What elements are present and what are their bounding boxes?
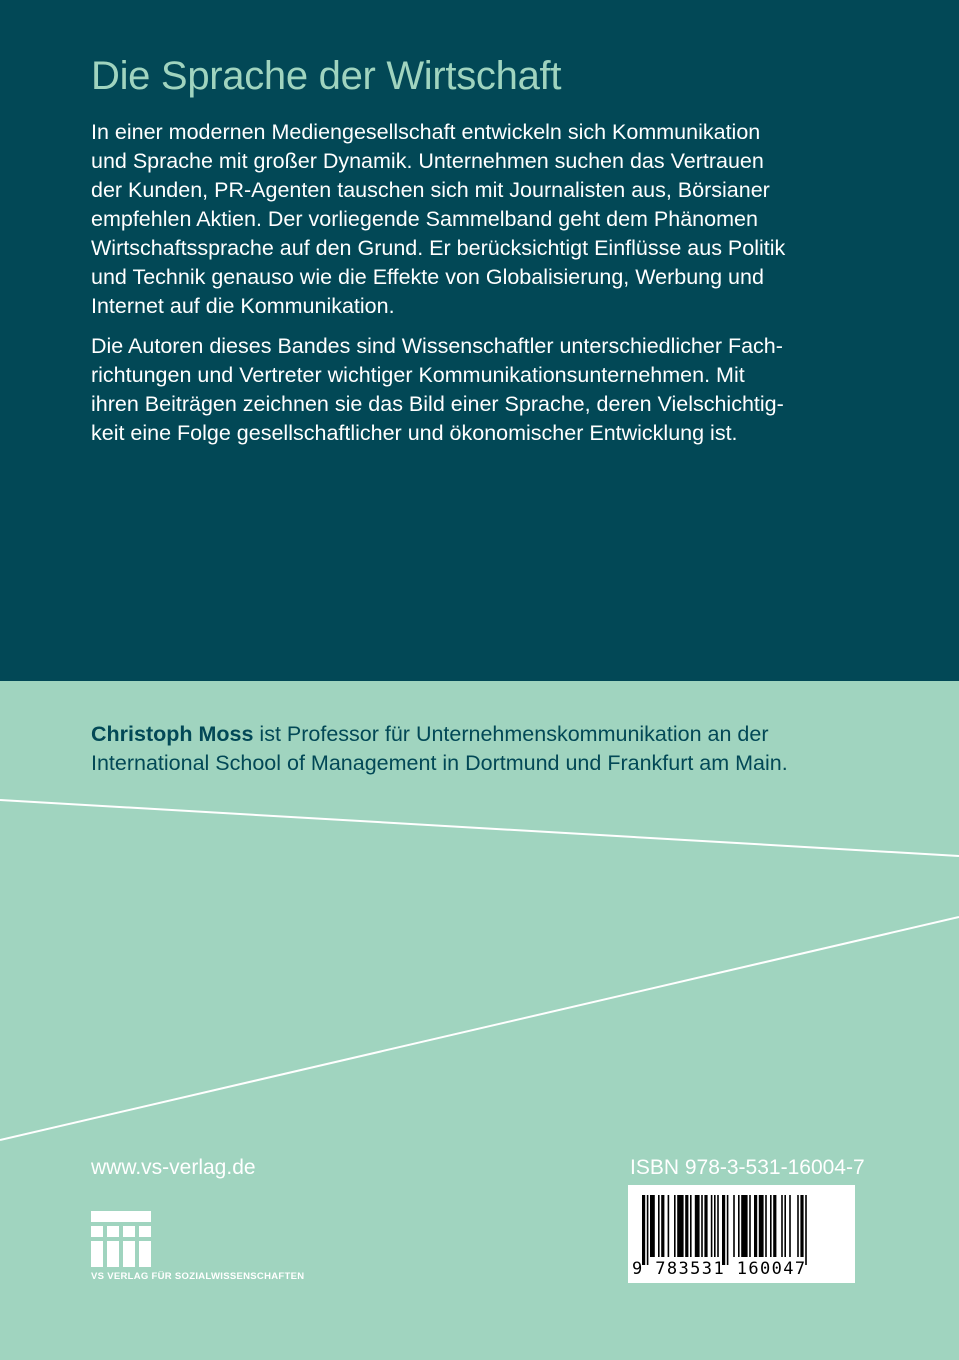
blurb-line: ihren Beiträgen zeichnen sie das Bild einer Sprache, deren Vielschichtig- — [91, 392, 784, 416]
blurb-line: und Sprache mit großer Dynamik. Unternehmen suchen das Vertrauen — [91, 149, 764, 173]
barcode-bar — [668, 1195, 670, 1257]
blurb-line: richtungen und Vertreter wichtiger Kommunikationsunternehmen. Mit — [91, 363, 745, 387]
barcode-bar — [784, 1195, 786, 1257]
barcode-bar — [800, 1195, 803, 1257]
barcode-bar — [704, 1195, 707, 1257]
barcode-bar — [690, 1195, 692, 1257]
author-bio-text: ist Professor für Unternehmenskommunikation an der — [253, 722, 769, 746]
barcode-bar — [805, 1195, 807, 1265]
barcode-bar — [789, 1195, 791, 1257]
barcode-number: 9 783531 160047 — [632, 1259, 807, 1279]
barcode-bar — [727, 1195, 729, 1265]
blurb-line: empfehlen Aktien. Der vorliegende Sammelband geht dem Phänomen — [91, 207, 758, 231]
blurb-paragraph-2 — [91, 332, 881, 448]
barcode-bar — [647, 1195, 649, 1265]
publisher-name: VS VERLAG FÜR SOZIALWISSENSCHAFTEN — [91, 1271, 305, 1282]
barcode-bar — [722, 1195, 725, 1265]
barcode-bar — [733, 1195, 735, 1257]
barcode-bar — [642, 1195, 645, 1265]
blurb-line: und Technik genauso wie die Effekte von Globalisierung, Werbung und — [91, 265, 764, 289]
blurb-line: der Kunden, PR-Agenten tauschen sich mit Journalisten aus, Börsianer — [91, 178, 770, 202]
barcode-bar — [749, 1195, 751, 1257]
author-bio — [91, 720, 891, 778]
blurb-line: Die Autoren dieses Bandes sind Wissenschaftler unterschiedlicher Fach- — [91, 334, 783, 358]
publisher-website: www.vs-verlag.de — [91, 1156, 256, 1179]
barcode-bar — [674, 1195, 676, 1257]
barcode-bar — [661, 1195, 664, 1257]
book-title: Die Sprache der Wirtschaft — [91, 54, 562, 98]
barcode-bar — [797, 1195, 799, 1257]
author-bio-line-1 — [91, 720, 891, 749]
barcode-bar — [714, 1195, 716, 1257]
barcode-bar — [759, 1195, 764, 1257]
barcode-bar — [741, 1195, 747, 1257]
isbn-barcode — [628, 1185, 855, 1283]
blurb-paragraph-1 — [91, 118, 881, 321]
blurb-line: In einer modernen Mediengesellschaft entwickeln sich Kommunikation — [91, 120, 761, 144]
barcode-bar — [701, 1195, 703, 1257]
barcode-bar — [677, 1195, 683, 1257]
barcode-bar — [781, 1195, 783, 1257]
barcode-bar — [717, 1195, 719, 1257]
barcode-bar — [738, 1195, 740, 1257]
barcode-bar — [695, 1195, 700, 1257]
blurb-line: keit eine Folge gesellschaftlicher und ökonomischer Entwicklung ist. — [91, 421, 738, 445]
barcode-bar — [765, 1195, 767, 1257]
blurb-line: Wirtschaftssprache auf den Grund. Er berücksichtigt Einflüsse aus Politik — [91, 236, 786, 260]
barcode-bar — [685, 1195, 688, 1257]
publisher-logo-icon — [91, 1211, 151, 1267]
author-name: Christoph Moss — [91, 722, 254, 746]
barcode-bar — [773, 1195, 776, 1257]
barcode-bar — [658, 1195, 660, 1257]
barcode-bar — [711, 1195, 713, 1257]
barcode-bar — [650, 1195, 655, 1257]
isbn-label: ISBN 978-3-531-16004-7 — [630, 1156, 865, 1179]
blurb-line: Internet auf die Kommunikation. — [91, 294, 395, 318]
barcode-bar — [754, 1195, 757, 1257]
author-bio-line-2: International School of Management in Dortmund und Frankfurt am Main. — [91, 751, 788, 775]
barcode-bar — [770, 1195, 772, 1257]
